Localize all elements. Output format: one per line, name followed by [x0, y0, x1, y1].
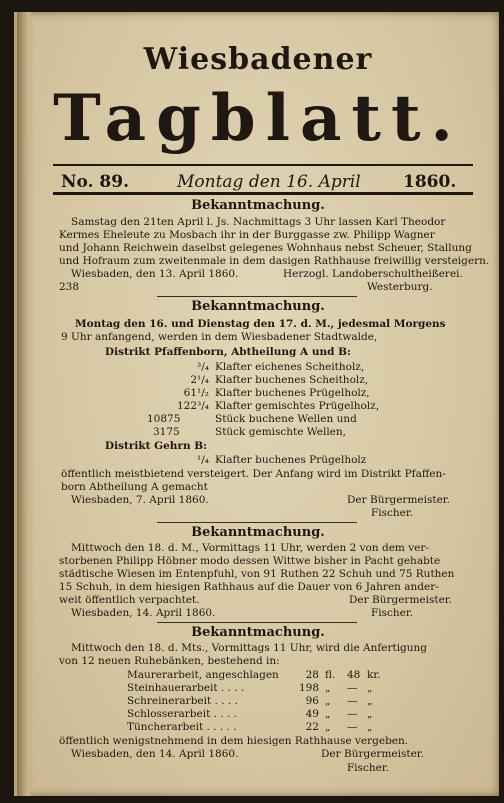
work-amount: 96 — [305, 695, 319, 707]
item-desc: Stück buchene Wellen und — [215, 413, 357, 425]
notice4-intro: von 12 neuen Ruhebänken, bestehend in: — [59, 655, 280, 667]
notice1-signature: Westerburg. — [367, 281, 433, 293]
work-amount: 198 — [298, 682, 319, 694]
notice4-place-date: Wiesbaden, den 14. April 1860. — [71, 748, 239, 760]
notice3-line: storbenen Philipp Höbner modo dessen Wittwe bisher in Pacht gehabte — [59, 555, 441, 567]
item-desc: Klafter eichenes Scheitholz, — [215, 361, 365, 373]
notice1-line: und Johann Reichwein daselbst gelegenes Wohnhaus nebst Scheuer, Stallung — [59, 242, 472, 254]
notice4-heading: Bekanntmachung. — [191, 625, 325, 640]
work-kr: — — [347, 695, 358, 707]
masthead-title-small: Wiesbadener — [143, 42, 373, 77]
notice2-closing: öffentlich meistbietend versteigert. Der Anfang wird im Distrikt Pfaffen- — [61, 468, 446, 480]
issue-number: No. 89. — [61, 172, 129, 192]
notice3-line: 15 Schuh, in dem hiesigen Rathhaus auf die Dauer von 6 Jahren ander- — [59, 581, 439, 593]
item-desc: Stück gemischte Wellen, — [215, 426, 346, 438]
masthead-rule-top — [53, 164, 473, 166]
work-kr-unit: „ — [367, 708, 373, 720]
work-unit: „ — [325, 721, 331, 733]
notice1-line: und Hofraum zum zweitenmale in dem dasigen Rathhause freiwillig versteigern. — [59, 255, 490, 267]
notice3-signature: Fischer. — [371, 607, 414, 619]
notice3-heading: Bekanntmachung. — [191, 525, 325, 540]
work-kr: — — [347, 708, 358, 720]
masthead-title-large: Tagblatt. — [53, 81, 463, 156]
notice-separator — [157, 296, 357, 297]
notice2-intro: Montag den 16. und Dienstag den 17. d. M., jedesmal Morgens — [75, 318, 446, 330]
work-kr-unit: „ — [367, 721, 373, 733]
notice1-authority: Herzogl. Landoberschultheißerei. — [283, 268, 463, 280]
issue-year: 1860. — [403, 172, 457, 192]
notice2-heading: Bekanntmachung. — [191, 299, 325, 314]
notice3-authority: Der Bürgermeister. — [349, 594, 452, 606]
notice2-place-date: Wiesbaden, 7. April 1860. — [71, 494, 209, 506]
notice2-authority: Der Bürgermeister. — [347, 494, 450, 506]
item-qty: ³/₄ — [197, 361, 209, 373]
notice2-intro: 9 Uhr anfangend, werden in dem Wiesbadener Stadtwalde, — [61, 331, 378, 343]
notice3-line: städtische Wiesen im Entenpfuhl, von 91 Ruthen 22 Schuh und 75 Ruthen — [59, 568, 455, 580]
work-unit: fl. — [325, 669, 336, 681]
notice1-line: Samstag den 21ten April l. Js. Nachmittags 3 Uhr lassen Karl Theodor — [71, 216, 446, 228]
work-kr: 48 — [347, 669, 361, 681]
work-item: Tüncherarbeit . . . . . — [127, 721, 237, 733]
work-unit: „ — [325, 695, 331, 707]
notice1-line: Kermes Eheleute zu Mosbach ihr in der Burggasse zw. Philipp Wagner — [59, 229, 435, 241]
work-kr-unit: „ — [367, 682, 373, 694]
item-desc: Klafter buchenes Prügelholz, — [215, 387, 370, 399]
item-qty: 61¹/₂ — [183, 387, 209, 399]
item-qty: 122³/₄ — [177, 400, 209, 412]
work-amount: 49 — [305, 708, 319, 720]
notice4-intro: Mittwoch den 18. d. Mts., Vormittags 11 Uhr, wird die Anfertigung — [71, 642, 428, 654]
work-amount: 28 — [305, 669, 319, 681]
notice-separator — [157, 622, 357, 623]
item-desc: Klafter buchenes Scheitholz, — [215, 374, 369, 386]
work-kr-unit: kr. — [367, 669, 381, 681]
work-unit: „ — [325, 708, 331, 720]
item-qty: 3175 — [153, 426, 180, 438]
item-qty: 10875 — [147, 413, 181, 425]
work-item: Schlosserarbeit . . . . — [127, 708, 238, 720]
notice4-signature: Fischer. — [347, 762, 390, 774]
notice1-number: 238 — [59, 281, 80, 293]
item-qty: 2¹/₄ — [190, 374, 209, 386]
masthead-rule-bottom — [53, 192, 473, 195]
notice1-place-date: Wiesbaden, den 13. April 1860. — [71, 268, 239, 280]
notice-separator — [157, 522, 357, 523]
item-desc: Klafter buchenes Prügelholz — [215, 454, 367, 466]
newspaper-page — [14, 12, 499, 796]
notice3-place-date: Wiesbaden, 14. April 1860. — [71, 607, 216, 619]
notice4-authority: Der Bürgermeister. — [321, 748, 424, 760]
work-item: Maurerarbeit, angeschlagen — [127, 669, 279, 681]
work-item: Schreinerarbeit . . . . — [127, 695, 238, 707]
work-kr-unit: „ — [367, 695, 373, 707]
work-amount: 22 — [305, 721, 319, 733]
notice2-district-b: Distrikt Gehrn B: — [105, 440, 208, 452]
issue-date: Montag den 16. April — [177, 172, 361, 192]
work-unit: „ — [325, 682, 331, 694]
notice3-line: weit öffentlich verpachtet. — [59, 594, 200, 606]
notice2-signature: Fischer. — [371, 507, 414, 519]
notice4-closing: öffentlich wenigstnehmend in dem hiesigen Rathhause vergeben. — [59, 735, 409, 747]
work-item: Steinhauerarbeit . . . . — [127, 682, 245, 694]
work-kr: — — [347, 682, 358, 694]
notice1-heading: Bekanntmachung. — [191, 198, 325, 213]
notice3-line: Mittwoch den 18. d. M., Vormittags 11 Uhr, werden 2 von dem ver- — [71, 542, 429, 554]
item-qty: ¹/₄ — [197, 454, 209, 466]
work-kr: — — [347, 721, 358, 733]
item-desc: Klafter gemischtes Prügelholz, — [215, 400, 380, 412]
notice2-district-a: Distrikt Pfaffenborn, Abtheilung A und B: — [105, 346, 351, 358]
notice2-closing: born Abtheilung A gemacht — [61, 481, 208, 493]
